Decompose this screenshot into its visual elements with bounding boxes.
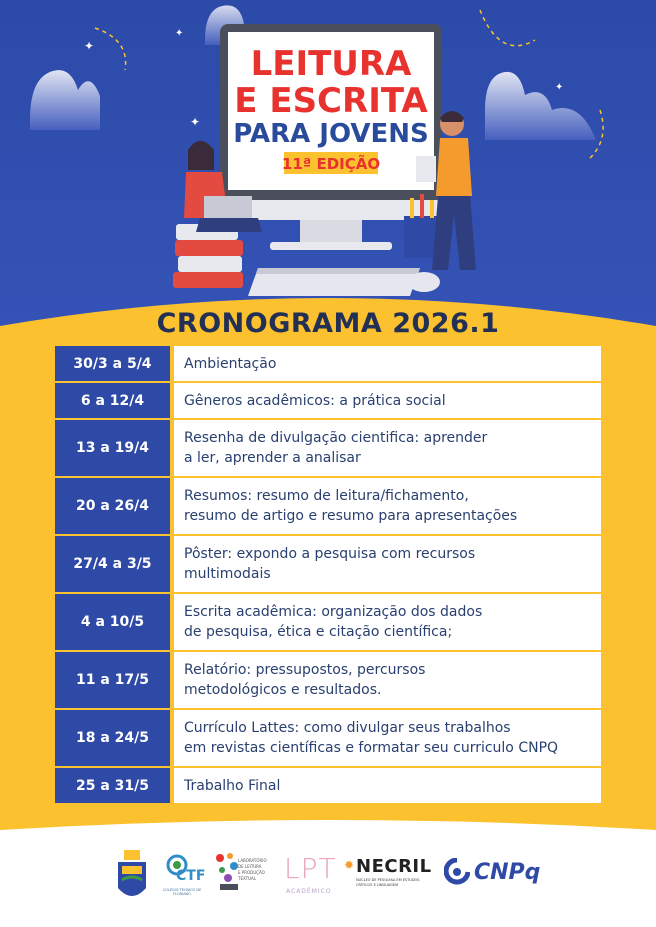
schedule-date: 13 a 19/4: [55, 420, 170, 476]
lpt-label: LPT: [284, 852, 337, 885]
page-title: CRONOGRAMA 2026.1: [156, 308, 500, 339]
schedule-topic-line: Ambientação: [184, 355, 277, 372]
lab-leitura-logo: [214, 852, 274, 902]
partner-logos: [0, 846, 656, 906]
schedule-topic-line: a ler, aprender a analisar: [184, 450, 361, 466]
ufpi-crest-icon: [116, 850, 148, 904]
schedule-row: [55, 478, 601, 534]
lab-label-1: LABORATÓRIO: [238, 858, 267, 863]
ctf-label: CTF: [176, 868, 206, 884]
schedule-topic: [174, 383, 601, 418]
mouse-icon: [408, 272, 440, 292]
lpt-logo: [282, 852, 340, 902]
lab-label-2: DE LEITURA: [238, 864, 262, 869]
cnpq-logo: [444, 858, 544, 894]
schedule-topic: [174, 594, 601, 650]
schedule-topic: [174, 768, 601, 803]
schedule-date: 20 a 26/4: [55, 478, 170, 534]
schedule-date: 30/3 a 5/4: [55, 346, 170, 381]
lab-dots-icon: [214, 852, 240, 892]
schedule-topic-line: Pôster: expondo a pesquisa com recursos: [184, 546, 476, 562]
hero-title-line1: LEITURA: [250, 44, 412, 84]
schedule-topic-line: Relatório: pressupostos, percursos: [184, 662, 426, 678]
schedule-row: [55, 594, 601, 650]
schedule-row: [55, 346, 601, 381]
schedule-row: [55, 420, 601, 476]
schedule-topic-line: metodológicos e resultados.: [184, 682, 382, 698]
schedule-topic-line: Resenha de divulgação cientifica: aprender: [184, 430, 488, 446]
necril-sublabel-2: CRÍTICOS E LINGUAGEM: [356, 883, 399, 887]
hero-edition-label: 11ª EDIÇÃO: [281, 155, 381, 173]
schedule-row: [55, 536, 601, 592]
schedule-topic: [174, 652, 601, 708]
svg-text:✦: ✦: [84, 39, 95, 53]
schedule-date: 6 a 12/4: [55, 383, 170, 418]
schedule-row: [55, 710, 601, 766]
schedule-topic-line: multimodais: [184, 566, 271, 582]
schedule-topic: [174, 478, 601, 534]
schedule-date: 4 a 10/5: [55, 594, 170, 650]
ctf-sublabel: COLÉGIO TÉCNICO DE FLORIANO: [162, 888, 202, 896]
lab-label-4: TEXTUAL: [238, 876, 256, 881]
svg-text:✦: ✦: [175, 28, 184, 39]
cnpq-emblem-icon: [444, 858, 470, 888]
schedule-topic-line: Gêneros acadêmicos: a prática social: [184, 392, 446, 409]
hero-illustration: [0, 0, 656, 330]
schedule-topic: [174, 536, 601, 592]
schedule-topic: [174, 346, 601, 381]
schedule-topic-line: em revistas científicas e formatar seu curriculo CNPQ: [184, 740, 559, 756]
schedule-topic-line: Resumos: resumo de leitura/fichamento,: [184, 488, 469, 504]
schedule-topic-line: Escrita acadêmica: organização dos dados: [184, 604, 483, 620]
schedule-row: [55, 652, 601, 708]
hero-title-line2: E ESCRITA: [234, 81, 428, 121]
cnpq-label: CNPq: [474, 860, 541, 885]
books-icon: [173, 224, 243, 288]
svg-text:✦: ✦: [190, 115, 201, 129]
lab-label-3: E PRODUÇÃO: [238, 870, 265, 875]
schedule-topic-line: Trabalho Final: [184, 777, 281, 794]
ctf-logo: [162, 854, 206, 904]
svg-text:✦: ✦: [555, 82, 564, 93]
schedule-date: 27/4 a 3/5: [55, 536, 170, 592]
necril-sublabel-1: NÚCLEO DE PESQUISA EM ESTUDOS: [356, 878, 420, 882]
schedule-date: 11 a 17/5: [55, 652, 170, 708]
schedule-topic-line: Currículo Lattes: como divulgar seus trabalhos: [184, 720, 511, 736]
schedule-row: [55, 768, 601, 803]
schedule-topic: [174, 710, 601, 766]
necril-logo: [344, 856, 434, 896]
schedule-table: [55, 346, 601, 805]
keyboard-icon: [248, 268, 420, 296]
schedule-topic-line: de pesquisa, ética e citação científica;: [184, 624, 453, 640]
schedule-topic: [174, 420, 601, 476]
schedule-date: 18 a 24/5: [55, 710, 170, 766]
schedule-date: 25 a 31/5: [55, 768, 170, 803]
schedule-row: [55, 383, 601, 418]
hero-title-line3: PARA JOVENS: [233, 119, 429, 149]
necril-label: NECRIL: [356, 856, 432, 877]
necril-gear-icon: ✹: [344, 858, 355, 872]
lpt-sublabel: ACADÊMICO: [286, 888, 332, 895]
schedule-topic-line: resumo de artigo e resumo para apresentações: [184, 508, 518, 524]
